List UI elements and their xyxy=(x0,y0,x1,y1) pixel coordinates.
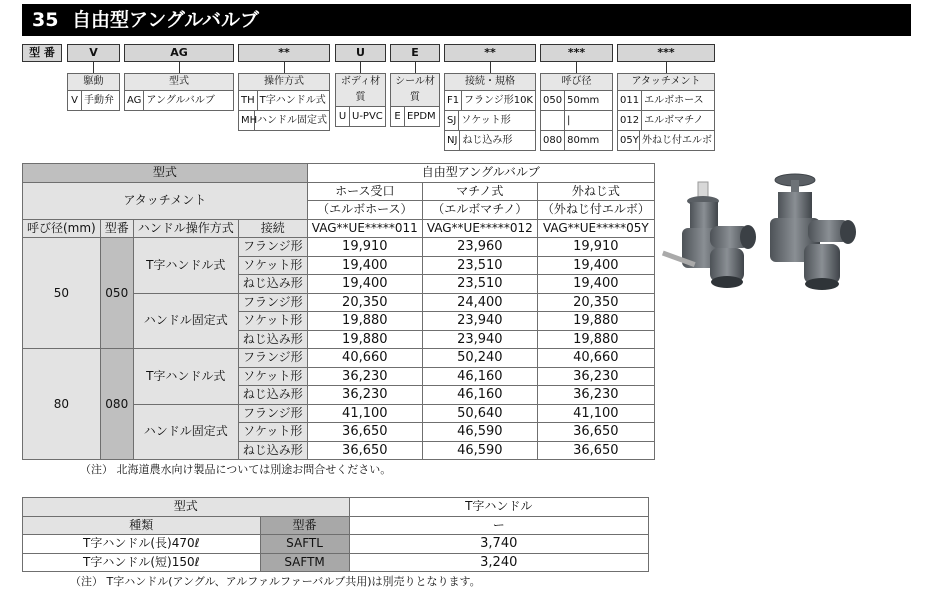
option-key: SJ xyxy=(445,111,459,130)
option-connection xyxy=(444,73,536,151)
option-seal xyxy=(390,73,440,127)
table-row xyxy=(23,553,649,572)
handle-cell: T字ハンドル式 xyxy=(133,349,238,405)
price-cell: 46,590 xyxy=(422,423,537,442)
sub-header-type: 型式 xyxy=(23,498,350,517)
option-value: アングルバルブ xyxy=(146,95,215,106)
option-value: ハンドル固定式 xyxy=(257,115,327,126)
price-cell: 20,350 xyxy=(537,293,654,312)
option-value: フランジ形10K xyxy=(463,95,533,106)
option-value: 80mm xyxy=(567,135,600,146)
price-cell: 19,400 xyxy=(537,275,654,294)
option-key: 011 xyxy=(618,91,642,110)
connection-cell: ねじ込み形 xyxy=(238,275,307,294)
option-key: 012 xyxy=(618,111,642,130)
connection-cell: ソケット形 xyxy=(238,256,307,275)
option-drive-header: 駆動 xyxy=(68,74,119,90)
code-seg-type: AG xyxy=(124,44,234,62)
price-cell: 19,400 xyxy=(307,256,422,275)
header-type: 型式 xyxy=(23,164,308,183)
option-value: エルボマチノ xyxy=(644,115,704,126)
price-cell: 23,940 xyxy=(422,330,537,349)
option-value: 外ねじ付エルボ xyxy=(642,135,712,146)
size-cell: 80 xyxy=(23,349,101,460)
table-note: （注） 北海道農水向け製品については別途お問合せください。 xyxy=(80,463,392,476)
option-size xyxy=(540,73,613,151)
sub-header-type-value: T字ハンドル xyxy=(349,498,648,517)
valve-left xyxy=(662,182,756,288)
connection-cell: フランジ形 xyxy=(238,349,307,368)
price-cell: 36,230 xyxy=(307,367,422,386)
price-cell: 36,650 xyxy=(537,423,654,442)
col-header-line2: （エルボホース） xyxy=(307,201,422,220)
connection-cell: ねじ込み形 xyxy=(238,330,307,349)
price-cell: 46,590 xyxy=(422,441,537,460)
option-key xyxy=(541,111,565,130)
option-operation xyxy=(238,73,330,131)
option-body xyxy=(335,73,386,127)
price-cell: 46,160 xyxy=(422,386,537,405)
option-key: NJ xyxy=(445,131,460,150)
price-cell: 24,400 xyxy=(422,293,537,312)
connection-cell: ソケット形 xyxy=(238,367,307,386)
option-key: 050 xyxy=(541,91,565,110)
price-cell: 19,910 xyxy=(307,238,422,257)
option-drive xyxy=(67,73,120,111)
price-cell: 23,510 xyxy=(422,256,537,275)
header-model: 型番 xyxy=(100,219,133,238)
option-value: U-PVC xyxy=(352,111,383,122)
option-value: 50mm xyxy=(567,95,600,106)
price-cell: 36,230 xyxy=(537,386,654,405)
price-cell: 19,880 xyxy=(307,330,422,349)
price-table xyxy=(22,163,655,460)
price-cell: 50,640 xyxy=(422,404,537,423)
price-cell: 19,880 xyxy=(537,312,654,331)
option-value: EPDM xyxy=(407,111,436,122)
option-value: 手動弁 xyxy=(84,95,114,106)
connection-cell: フランジ形 xyxy=(238,404,307,423)
price-cell: 3,240 xyxy=(349,553,648,572)
price-cell: 36,650 xyxy=(307,423,422,442)
price-cell: 19,400 xyxy=(537,256,654,275)
price-cell: 50,240 xyxy=(422,349,537,368)
option-type-header: 型式 xyxy=(125,74,233,90)
price-cell: 19,910 xyxy=(537,238,654,257)
option-operation-header: 操作方式 xyxy=(239,74,329,90)
option-key: E xyxy=(391,107,405,126)
price-cell: 19,880 xyxy=(537,330,654,349)
code-seg-seal: E xyxy=(390,44,440,62)
option-key: 05Y xyxy=(618,131,640,150)
option-key: AG xyxy=(125,91,144,110)
col-header-line1: マチノ式 xyxy=(422,182,537,201)
code-seg-size: *** xyxy=(540,44,613,62)
option-key: MH xyxy=(239,111,255,130)
page-title xyxy=(22,4,911,36)
sub-header-kind: 種類 xyxy=(23,516,261,535)
table-row xyxy=(23,535,649,554)
col-code: VAG**UE*****011 xyxy=(307,219,422,238)
code-seg-operation: ** xyxy=(238,44,330,62)
option-key: TH xyxy=(239,91,258,110)
sub-header-dash: ー xyxy=(349,516,648,535)
header-connection: 接続 xyxy=(238,219,307,238)
option-value: エルボホース xyxy=(644,95,704,106)
header-handle: ハンドル操作方式 xyxy=(133,219,238,238)
option-type xyxy=(124,73,234,111)
price-cell: 23,940 xyxy=(422,312,537,331)
handle-cell: ハンドル固定式 xyxy=(133,293,238,349)
title-text: 自由型アングルバルブ xyxy=(72,9,259,31)
col-header-line1: 外ねじ式 xyxy=(537,182,654,201)
table-row xyxy=(23,238,655,257)
kind-cell: T字ハンドル(長)470ℓ xyxy=(23,535,261,554)
connection-cell: フランジ形 xyxy=(238,293,307,312)
handle-cell: T字ハンドル式 xyxy=(133,238,238,294)
code-seg-drive: V xyxy=(67,44,120,62)
option-size-header: 呼び径 xyxy=(541,74,612,90)
connection-cell: ねじ込み形 xyxy=(238,441,307,460)
price-cell: 46,160 xyxy=(422,367,537,386)
option-value: ねじ込み形 xyxy=(462,135,513,146)
price-cell: 36,230 xyxy=(537,367,654,386)
code-seg-body: U xyxy=(335,44,386,62)
price-cell: 36,650 xyxy=(537,441,654,460)
connection-cell: フランジ形 xyxy=(238,238,307,257)
col-header-line1: ホース受口 xyxy=(307,182,422,201)
table-row xyxy=(23,349,655,368)
price-cell: 40,660 xyxy=(307,349,422,368)
model-cell: 050 xyxy=(100,238,133,349)
option-key: F1 xyxy=(445,91,462,110)
option-key: U xyxy=(336,107,350,126)
size-cell: 50 xyxy=(23,238,101,349)
option-attachment xyxy=(617,73,715,151)
price-cell: 20,350 xyxy=(307,293,422,312)
price-cell: 41,100 xyxy=(307,404,422,423)
model-code-label: 型 番 xyxy=(22,44,62,62)
connection-cell: ねじ込み形 xyxy=(238,386,307,405)
handle-cell: ハンドル固定式 xyxy=(133,404,238,460)
sub-header-model: 型番 xyxy=(260,516,349,535)
model-cell: 080 xyxy=(100,349,133,460)
col-header-line2: （外ねじ付エルボ） xyxy=(537,201,654,220)
price-cell: 3,740 xyxy=(349,535,648,554)
price-cell: 36,650 xyxy=(307,441,422,460)
header-size: 呼び径(mm) xyxy=(23,219,101,238)
title-number: 35 xyxy=(32,9,59,31)
col-code: VAG**UE*****012 xyxy=(422,219,537,238)
code-seg-connection: ** xyxy=(444,44,536,62)
price-cell: 23,960 xyxy=(422,238,537,257)
option-seal-header: シール材質 xyxy=(391,74,439,106)
option-key: 080 xyxy=(541,131,565,150)
header-type-value: 自由型アングルバルブ xyxy=(307,164,654,183)
option-value: | xyxy=(567,115,571,126)
sub-table-note: （注） T字ハンドル(アングル、アルファルファーバルブ共用)は別売りとなります。 xyxy=(70,575,481,588)
price-cell: 19,400 xyxy=(307,275,422,294)
valve-photo xyxy=(660,170,860,300)
connection-cell: ソケット形 xyxy=(238,312,307,331)
price-cell: 41,100 xyxy=(537,404,654,423)
handle-table xyxy=(22,497,649,572)
option-connection-header: 接続・規格 xyxy=(445,74,535,90)
header-attachment: アタッチメント xyxy=(23,182,308,219)
price-cell: 40,660 xyxy=(537,349,654,368)
option-attachment-header: アタッチメント xyxy=(618,74,714,90)
col-code: VAG**UE*****05Y xyxy=(537,219,654,238)
valve-right xyxy=(770,174,856,290)
price-cell: 19,880 xyxy=(307,312,422,331)
option-key: V xyxy=(68,91,82,110)
option-value: ソケット形 xyxy=(461,115,511,126)
model-cell: SAFTM xyxy=(260,553,349,572)
option-value: T字ハンドル式 xyxy=(259,95,326,106)
model-cell: SAFTL xyxy=(260,535,349,554)
col-header-line2: （エルボマチノ） xyxy=(422,201,537,220)
option-body-header: ボディ材質 xyxy=(336,74,385,106)
price-cell: 23,510 xyxy=(422,275,537,294)
code-seg-attachment: *** xyxy=(617,44,715,62)
connection-cell: ソケット形 xyxy=(238,423,307,442)
price-cell: 36,230 xyxy=(307,386,422,405)
kind-cell: T字ハンドル(短)150ℓ xyxy=(23,553,261,572)
